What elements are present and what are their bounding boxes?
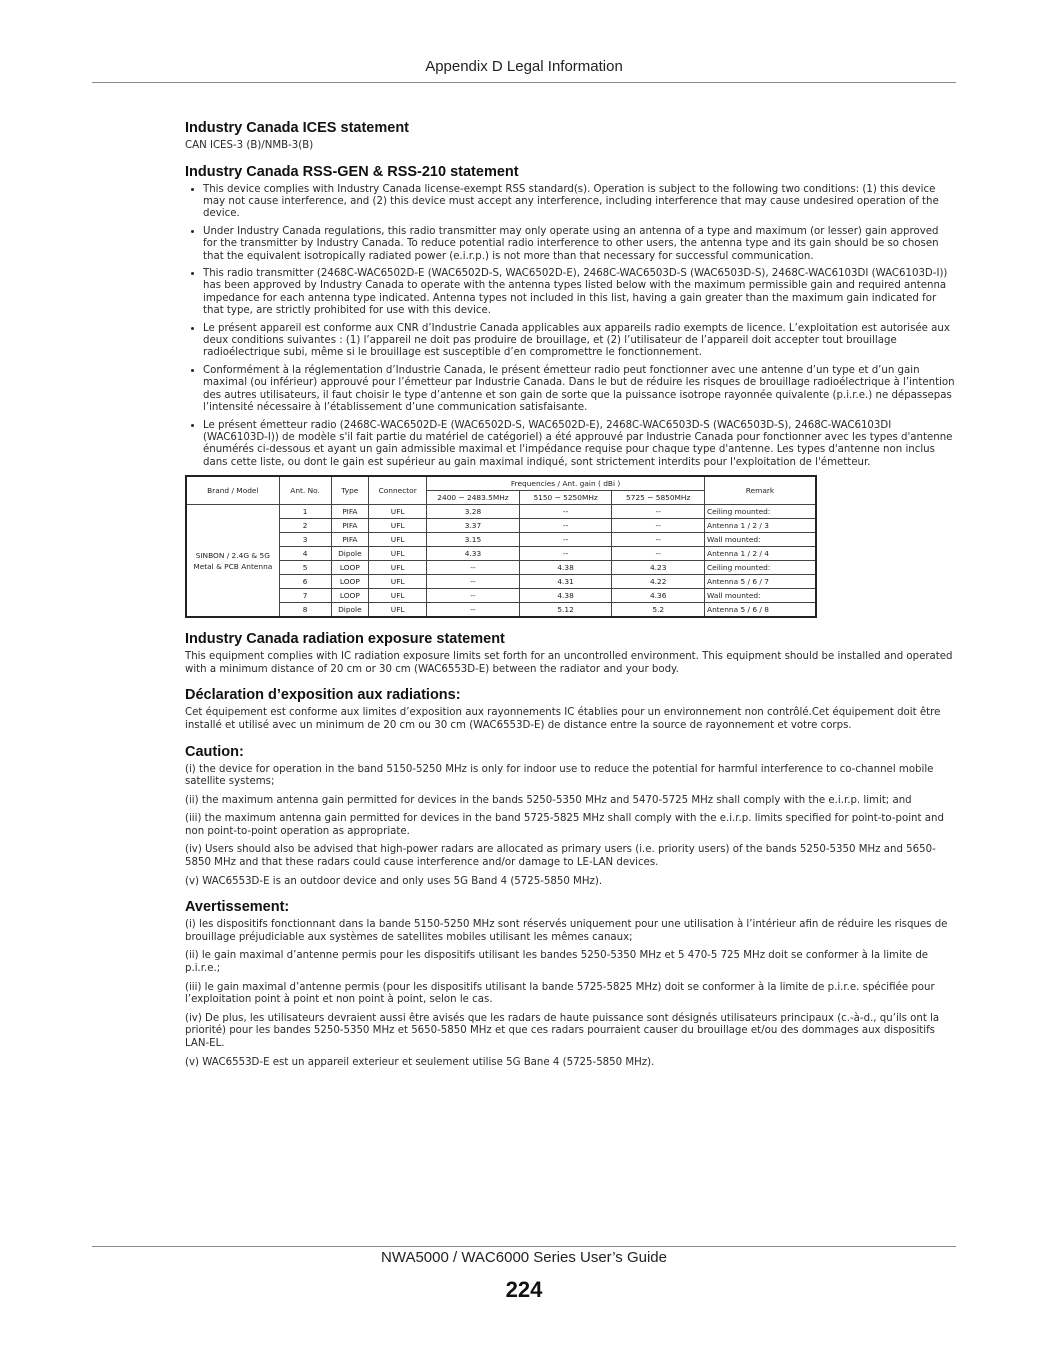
avertissement-item: (iv) De plus, les utilisateurs devraient aussi être avisés que les radars de haute puissance sont désignés utilisateurs principaux (c.-à-d., qu’ils ont la priorité) pour les bandes 5250-5350 MHz et 5650-5850 MHz et que ces radars pourraient causer du brouillage et/ou des dommages aux dispositifs LAN-EL.: [185, 1012, 940, 1049]
gain-5150-cell: 4.38: [519, 561, 612, 575]
gain-5725-cell: 4.36: [612, 589, 705, 603]
table-row: [186, 575, 816, 589]
remark-cell: Antenna 1 / 2 / 3: [705, 519, 816, 533]
remark-cell: Ceiling mounted:: [705, 561, 816, 575]
gain-5725-cell: --: [612, 547, 705, 561]
type-cell: Dipole: [331, 603, 369, 618]
type-cell: PIFA: [331, 505, 369, 519]
gain-2400-cell: 3.15: [427, 533, 520, 547]
gain-5150-cell: --: [519, 519, 612, 533]
col-header-frequencies: Frequencies / Ant. gain ( dBi ): [427, 476, 705, 491]
antenna-table: [185, 475, 817, 618]
gain-2400-cell: 4.33: [427, 547, 520, 561]
caution-item: (i) the device for operation in the band 5150-5250 MHz is only for indoor use to reduce the potential for harmful interference to co-channel mobile satellite systems;: [185, 763, 934, 788]
col-header-band-5725: 5725 ~ 5850MHz: [612, 491, 705, 505]
gain-2400-cell: --: [427, 603, 520, 618]
remark-cell: Wall mounted:: [705, 589, 816, 603]
list-item: • Le présent appareil est conforme aux CNR d’Industrie Canada applicables aux appareils radio exempts de licence. L’exploitation est autorisée aux deux conditions suivantes : (1) l’appareil ne doit pas produire de brouillage, et (2) l’utilisateur de l’appareil doit accepter tout brouillage radioélectrique subi, même si le brouillage est susceptible d’en compromettre le fonctionnement.: [203, 323, 955, 360]
table-row: [186, 603, 816, 618]
gain-5725-cell: 5.2: [612, 603, 705, 618]
avertissement-section: [185, 898, 955, 1069]
gain-5150-cell: 4.38: [519, 589, 612, 603]
col-header-type: Type: [331, 476, 369, 505]
connector-cell: UFL: [369, 547, 427, 561]
radiation-en-heading: Industry Canada radiation exposure statement: [185, 631, 505, 648]
table-row: [186, 505, 816, 519]
avertissement-item: (iii) le gain maximal d’antenne permis (pour les dispositifs utilisant la bande 5725-5825 MHz) doit se conformer à la limite de p.i.r.e. spécifiée pour l’exploitation point à point et non point à point, selon le cas.: [185, 981, 935, 1006]
table-row: [186, 519, 816, 533]
remark-cell: Ceiling mounted:: [705, 505, 816, 519]
gain-5150-cell: 4.31: [519, 575, 612, 589]
avertissement-item: (i) les dispositifs fonctionnant dans la bande 5150-5250 MHz sont réservés uniquement pour une utilisation à l’intérieur afin de réduire les risques de brouillage préjudiciable aux systèmes de satellites mobiles utilisant les mêmes canaux;: [185, 919, 948, 943]
connector-cell: UFL: [369, 533, 427, 547]
gain-2400-cell: --: [427, 561, 520, 575]
rss-bullet-list: [185, 184, 955, 470]
col-header-ant-no: Ant. No.: [279, 476, 331, 505]
ices-text: CAN ICES-3 (B)/NMB-3(B): [185, 140, 314, 151]
caution-heading: Caution:: [185, 743, 244, 760]
ant-no-cell: 8: [279, 603, 331, 618]
connector-cell: UFL: [369, 575, 427, 589]
list-item: • Conformément à la réglementation d’Industrie Canada, le présent émetteur radio peut fonctionner avec une antenne d’un type et d’un gain maximal (ou inférieur) approuvé pour l’émetteur par Industrie Canada. Dans le but de réduire les risques de brouillage radioélectrique à l’intention des autres utilisateurs, il faut choisir le type d’antenne et son gain de sorte que la puissance isotrope rayonnée quivalente (p.i.r.e.) ne dépassepas l’intensité nécessaire à l’établissement d’une communication satisfaisante.: [203, 365, 955, 415]
ant-no-cell: 6: [279, 575, 331, 589]
gain-2400-cell: 3.28: [427, 505, 520, 519]
remark-cell: Wall mounted:: [705, 533, 816, 547]
footer-divider: [92, 1246, 956, 1247]
brand-model-cell: SINBON / 2.4G & 5G Metal & PCB Antenna: [186, 505, 279, 618]
remark-cell: Antenna 5 / 6 / 7: [705, 575, 816, 589]
ices-heading: Industry Canada ICES statement: [185, 120, 409, 136]
remark-cell: Antenna 1 / 2 / 4: [705, 547, 816, 561]
gain-5150-cell: --: [519, 533, 612, 547]
type-cell: LOOP: [331, 561, 369, 575]
col-header-brand: Brand / Model: [186, 476, 279, 505]
list-item: • Under Industry Canada regulations, this radio transmitter may only operate using an antenna of a type and maximum (or lesser) gain approved for the transmitter by Industry Canada. To reduce potential radio interference to other users, the antenna type and its gain should be so chosen that the equivalent isotropically radiated power (e.i.r.p.) is not more than that necessary for successful communication.: [203, 226, 955, 263]
radiation-fr-text: Cet équipement est conforme aux limites d’exposition aux rayonnements IC établies pour un environnement non contrôlé.Cet équipement doit être installé et utilisé avec un minimum de 20 cm ou 30 cm (WAC6553D-E) de distance entre la source de rayonnement et votre corps.: [185, 707, 941, 731]
ant-no-cell: 7: [279, 589, 331, 603]
radiation-fr-heading: Déclaration d’exposition aux radiations:: [185, 687, 461, 704]
caution-item: (iii) the maximum antenna gain permitted for devices in the band 5725-5825 MHz shall comply with the e.i.r.p. limits specified for point-to-point and non point-to-point operation as appropriate.: [185, 813, 944, 837]
connector-cell: UFL: [369, 603, 427, 618]
radiation-fr-section: [185, 686, 955, 732]
type-cell: PIFA: [331, 533, 369, 547]
table-row: [186, 547, 816, 561]
type-cell: LOOP: [331, 589, 369, 603]
col-header-remark: Remark: [705, 476, 816, 505]
rss-heading: Industry Canada RSS-GEN & RSS-210 statement: [185, 163, 519, 180]
caution-item: (v) WAC6553D-E is an outdoor device and only uses 5G Band 4 (5725-5850 MHz).: [185, 875, 603, 887]
connector-cell: UFL: [369, 561, 427, 575]
table-row: [186, 589, 816, 603]
col-header-band-5150: 5150 ~ 5250MHz: [519, 491, 612, 505]
type-cell: PIFA: [331, 519, 369, 533]
gain-5725-cell: --: [612, 519, 705, 533]
table-row: [186, 533, 816, 547]
connector-cell: UFL: [369, 519, 427, 533]
header-divider: [92, 82, 956, 83]
list-item: • This device complies with Industry Canada license-exempt RSS standard(s). Operation is subject to the following two conditions: (1) this device may not cause interference, and (2) this device must accept any interference, including interference that may cause undesired operation of the device.: [203, 184, 955, 221]
caution-item: (iv) Users should also be advised that high-power radars are allocated as primary users (i.e. priority users) of the bands 5250-5350 MHz and 5650-5850 MHz and that these radars could cause interference and/or damage to LE-LAN devices.: [185, 844, 936, 869]
ant-no-cell: 1: [279, 505, 331, 519]
gain-2400-cell: --: [427, 575, 520, 589]
gain-5725-cell: --: [612, 533, 705, 547]
gain-5150-cell: --: [519, 547, 612, 561]
page-content: [185, 119, 955, 1079]
connector-cell: UFL: [369, 589, 427, 603]
list-item: • This radio transmitter (2468C-WAC6502D-E (WAC6502D-S, WAC6502D-E), 2468C-WAC6503D-S (WAC6503D-S), 2468C-WAC6103DI (WAC6103D-I)) has been approved by Industry Canada to operate with the antenna types listed below with the maximum permissible gain and required antenna impedance for each antenna type indicated. Antenna types not included in this list, having a gain greater than the maximum gain indicated for that type, are strictly prohibited for use with this device.: [203, 268, 955, 318]
col-header-band-2400: 2400 ~ 2483.5MHz: [427, 491, 520, 505]
ant-no-cell: 3: [279, 533, 331, 547]
rss-section: [185, 163, 955, 470]
table-row: [186, 561, 816, 575]
gain-5150-cell: 5.12: [519, 603, 612, 618]
gain-2400-cell: 3.37: [427, 519, 520, 533]
col-header-connector: Connector: [369, 476, 427, 505]
type-cell: Dipole: [331, 547, 369, 561]
ices-section: [185, 119, 955, 153]
page-number: 224: [505, 1277, 543, 1302]
type-cell: LOOP: [331, 575, 369, 589]
list-item: • Le présent émetteur radio (2468C-WAC6502D-E (WAC6502D-S, WAC6502D-E), 2468C-WAC6503D-S (WAC6503D-S), 2468C-WAC6103DI (WAC6103D-I)) de modèle s'il fait partie du matériel de catégorieI) a été approuvé par Industrie Canada pour fonctionner avec les types d'antenne énumérés ci-dessous et ayant un gain admissible maximal et l'impédance requise pour chaque type d'antenne. Les types d'antenne non inclus dans cette liste, ou dont le gain est supérieur au gain maximal indiqué, sont strictement interdits pour l'exploitation de l'émetteur.: [203, 420, 955, 470]
avertissement-item: (v) WAC6553D-E est un appareil exterieur et seulement utilise 5G Bane 4 (5725-5850 MHz).: [185, 1056, 655, 1068]
avertissement-item: (ii) le gain maximal d’antenne permis pour les dispositifs utilisant les bandes 5250-5350 MHz et 5 470-5 725 MHz doit se conformer à la limite de p.i.r.e.;: [185, 950, 929, 975]
gain-2400-cell: --: [427, 589, 520, 603]
page-header-title: Appendix D Legal Information: [425, 58, 623, 75]
ant-no-cell: 5: [279, 561, 331, 575]
caution-section: [185, 743, 955, 889]
remark-cell: Antenna 5 / 6 / 8: [705, 603, 816, 618]
caution-item: (ii) the maximum antenna gain permitted for devices in the bands 5250-5350 MHz and 5470-5725 MHz shall comply with the e.i.r.p. limit; and: [185, 794, 912, 806]
ant-no-cell: 4: [279, 547, 331, 561]
ant-no-cell: 2: [279, 519, 331, 533]
gain-5725-cell: --: [612, 505, 705, 519]
radiation-en-text: This equipment complies with IC radiation exposure limits set forth for an uncontrolled environment. This equipment should be installed and operated with a minimum distance of 20 cm or 30 cm (WAC6553D-E) between the radiator and your body.: [185, 651, 953, 675]
footer-guide-title: NWA5000 / WAC6000 Series User’s Guide: [381, 1249, 667, 1266]
gain-5725-cell: 4.23: [612, 561, 705, 575]
connector-cell: UFL: [369, 505, 427, 519]
radiation-en-section: [185, 630, 955, 676]
avertissement-heading: Avertissement:: [185, 899, 290, 916]
gain-5150-cell: --: [519, 505, 612, 519]
gain-5725-cell: 4.22: [612, 575, 705, 589]
